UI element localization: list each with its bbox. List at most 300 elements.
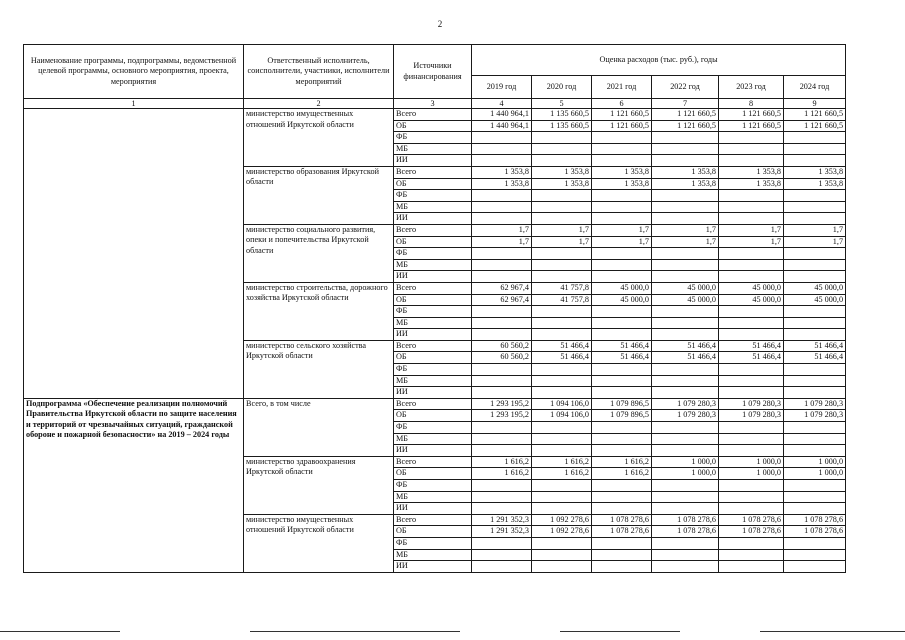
amount-cell: 62 967,4 (472, 294, 532, 306)
amount-cell: 41 757,8 (532, 294, 592, 306)
amount-cell (592, 445, 652, 457)
column-index: 5 (532, 99, 592, 109)
amount-cell: 51 466,4 (532, 352, 592, 364)
amount-cell: 1 353,8 (592, 178, 652, 190)
amount-cell (652, 387, 719, 399)
amount-cell: 1 293 195,2 (472, 410, 532, 422)
amount-cell: 45 000,0 (652, 294, 719, 306)
amount-cell: 1,7 (652, 224, 719, 236)
amount-cell (719, 201, 784, 213)
amount-cell (719, 422, 784, 434)
header-executor: Ответственный исполнитель, соисполнители, участники, исполнители мероприятий (244, 45, 394, 99)
column-index: 9 (784, 99, 846, 109)
amount-cell (532, 537, 592, 549)
table-row (24, 109, 846, 121)
header-year: 2023 год (719, 76, 784, 99)
amount-cell: 1 079 280,3 (719, 410, 784, 422)
amount-cell (592, 143, 652, 155)
executor-cell: министерство здравоохранения Иркутской области (244, 456, 394, 514)
amount-cell (719, 271, 784, 283)
header-year: 2024 год (784, 76, 846, 99)
amount-cell (532, 317, 592, 329)
amount-cell (472, 201, 532, 213)
amount-cell (592, 132, 652, 144)
amount-cell: 1 078 278,6 (784, 526, 846, 538)
header-year: 2020 год (532, 76, 592, 99)
amount-cell (532, 445, 592, 457)
amount-cell: 1 079 896,5 (592, 398, 652, 410)
funding-source-cell: ФБ (394, 480, 472, 492)
amount-cell (472, 445, 532, 457)
header-program: Наименование программы, подпрограммы, ведомственной целевой программы, основного мероприятия, проекта, мероприятия (24, 45, 244, 99)
amount-cell: 60 560,2 (472, 340, 532, 352)
amount-cell (472, 317, 532, 329)
amount-cell (652, 271, 719, 283)
amount-cell: 1 616,2 (532, 456, 592, 468)
amount-cell (652, 422, 719, 434)
amount-cell (532, 433, 592, 445)
amount-cell: 1 121 660,5 (592, 109, 652, 121)
amount-cell: 1 616,2 (592, 468, 652, 480)
amount-cell: 1 616,2 (592, 456, 652, 468)
amount-cell: 51 466,4 (719, 352, 784, 364)
funding-source-cell: ИИ (394, 387, 472, 399)
page-edge-line (250, 631, 460, 632)
amount-cell (784, 306, 846, 318)
funding-source-cell: ОБ (394, 468, 472, 480)
amount-cell (592, 537, 652, 549)
funding-source-cell: ИИ (394, 155, 472, 167)
amount-cell: 1 353,8 (784, 166, 846, 178)
amount-cell: 45 000,0 (652, 282, 719, 294)
amount-cell (652, 375, 719, 387)
amount-cell (719, 329, 784, 341)
executor-cell: министерство сельского хозяйства Иркутской области (244, 340, 394, 398)
amount-cell: 41 757,8 (532, 282, 592, 294)
amount-cell (719, 306, 784, 318)
amount-cell: 1 440 964,1 (472, 120, 532, 132)
amount-cell (652, 561, 719, 573)
amount-cell (592, 329, 652, 341)
funding-source-cell: ИИ (394, 561, 472, 573)
amount-cell (784, 271, 846, 283)
amount-cell (784, 190, 846, 202)
amount-cell: 1 121 660,5 (719, 109, 784, 121)
amount-cell (719, 317, 784, 329)
amount-cell (472, 422, 532, 434)
amount-cell (472, 143, 532, 155)
funding-source-cell: ИИ (394, 329, 472, 341)
amount-cell: 1 094 106,0 (532, 410, 592, 422)
amount-cell: 1 094 106,0 (532, 398, 592, 410)
amount-cell (784, 549, 846, 561)
amount-cell: 51 466,4 (719, 340, 784, 352)
executor-cell: министерство имущественных отношений Иркутской области (244, 514, 394, 572)
amount-cell (592, 561, 652, 573)
amount-cell: 1 135 660,5 (532, 120, 592, 132)
amount-cell: 1,7 (472, 236, 532, 248)
amount-cell (532, 306, 592, 318)
amount-cell (592, 375, 652, 387)
amount-cell (719, 537, 784, 549)
amount-cell (784, 503, 846, 515)
header-sources: Источники финансирования (394, 45, 472, 99)
amount-cell: 1 000,0 (784, 456, 846, 468)
amount-cell (784, 433, 846, 445)
funding-source-cell: ИИ (394, 445, 472, 457)
amount-cell: 1 440 964,1 (472, 109, 532, 121)
amount-cell: 1 121 660,5 (719, 120, 784, 132)
amount-cell (652, 433, 719, 445)
funding-source-cell: Всего (394, 456, 472, 468)
amount-cell (784, 201, 846, 213)
amount-cell (652, 248, 719, 260)
amount-cell: 1,7 (719, 236, 784, 248)
header-year: 2021 год (592, 76, 652, 99)
amount-cell: 1 293 195,2 (472, 398, 532, 410)
executor-cell: министерство социального развития, опеки и попечительства Иркутской области (244, 224, 394, 282)
funding-source-cell: Всего (394, 340, 472, 352)
page-number: 2 (437, 19, 443, 29)
funding-source-cell: МБ (394, 549, 472, 561)
amount-cell: 1 353,8 (592, 166, 652, 178)
funding-source-cell: МБ (394, 317, 472, 329)
funding-source-cell: ФБ (394, 248, 472, 260)
amount-cell (532, 375, 592, 387)
amount-cell: 1 353,8 (532, 178, 592, 190)
amount-cell: 1 135 660,5 (532, 109, 592, 121)
amount-cell: 51 466,4 (592, 340, 652, 352)
amount-cell (784, 364, 846, 376)
amount-cell (784, 259, 846, 271)
column-index: 2 (244, 99, 394, 109)
amount-cell (472, 375, 532, 387)
amount-cell: 1 079 280,3 (652, 398, 719, 410)
amount-cell (592, 549, 652, 561)
amount-cell: 1 353,8 (719, 178, 784, 190)
amount-cell: 1 000,0 (652, 456, 719, 468)
funding-source-cell: Всего (394, 109, 472, 121)
program-name-cell (24, 109, 244, 399)
amount-cell: 51 466,4 (532, 340, 592, 352)
amount-cell: 1 079 280,3 (652, 410, 719, 422)
funding-source-cell: ИИ (394, 213, 472, 225)
amount-cell (719, 480, 784, 492)
amount-cell (784, 329, 846, 341)
executor-cell: министерство имущественных отношений Иркутской области (244, 109, 394, 167)
funding-source-cell: ФБ (394, 537, 472, 549)
page-edge-line (560, 631, 680, 632)
amount-cell (719, 561, 784, 573)
amount-cell (784, 561, 846, 573)
amount-cell: 1 079 896,5 (592, 410, 652, 422)
amount-cell: 1 353,8 (719, 166, 784, 178)
amount-cell (532, 271, 592, 283)
amount-cell: 51 466,4 (652, 340, 719, 352)
funding-source-cell: ФБ (394, 132, 472, 144)
amount-cell (592, 433, 652, 445)
funding-source-cell: ФБ (394, 190, 472, 202)
amount-cell (719, 132, 784, 144)
amount-cell (784, 317, 846, 329)
amount-cell (719, 445, 784, 457)
amount-cell: 1,7 (592, 236, 652, 248)
amount-cell (784, 375, 846, 387)
column-index: 7 (652, 99, 719, 109)
amount-cell (532, 201, 592, 213)
amount-cell (472, 155, 532, 167)
header-year: 2022 год (652, 76, 719, 99)
amount-cell: 1 353,8 (652, 166, 719, 178)
amount-cell (472, 537, 532, 549)
amount-cell (532, 491, 592, 503)
funding-source-cell: ОБ (394, 236, 472, 248)
amount-cell (532, 259, 592, 271)
amount-cell (652, 503, 719, 515)
amount-cell (532, 213, 592, 225)
funding-source-cell: МБ (394, 259, 472, 271)
amount-cell: 51 466,4 (784, 340, 846, 352)
amount-cell (472, 561, 532, 573)
amount-cell (652, 155, 719, 167)
amount-cell (719, 364, 784, 376)
amount-cell: 1,7 (719, 224, 784, 236)
amount-cell: 45 000,0 (592, 282, 652, 294)
amount-cell (592, 201, 652, 213)
amount-cell: 1 079 280,3 (784, 398, 846, 410)
amount-cell: 1,7 (532, 236, 592, 248)
page-edge-line (0, 631, 120, 632)
funding-source-cell: Всего (394, 224, 472, 236)
amount-cell: 1 000,0 (719, 468, 784, 480)
amount-cell: 1 078 278,6 (592, 526, 652, 538)
funding-source-cell: ОБ (394, 410, 472, 422)
header-year: 2019 год (472, 76, 532, 99)
amount-cell (472, 480, 532, 492)
funding-source-cell: ИИ (394, 271, 472, 283)
amount-cell: 1 353,8 (472, 166, 532, 178)
amount-cell (719, 433, 784, 445)
funding-source-cell: Всего (394, 282, 472, 294)
column-index: 1 (24, 99, 244, 109)
amount-cell (532, 248, 592, 260)
amount-cell (784, 387, 846, 399)
amount-cell: 1 079 280,3 (784, 410, 846, 422)
amount-cell (784, 480, 846, 492)
funding-source-cell: МБ (394, 491, 472, 503)
amount-cell (592, 248, 652, 260)
amount-cell (652, 317, 719, 329)
column-index: 6 (592, 99, 652, 109)
amount-cell: 1,7 (592, 224, 652, 236)
amount-cell: 1 121 660,5 (784, 120, 846, 132)
amount-cell: 1,7 (472, 224, 532, 236)
amount-cell (472, 190, 532, 202)
amount-cell: 1 092 278,6 (532, 514, 592, 526)
amount-cell (472, 259, 532, 271)
amount-cell (784, 132, 846, 144)
funding-source-cell: ФБ (394, 422, 472, 434)
amount-cell: 1 078 278,6 (784, 514, 846, 526)
amount-cell: 62 967,4 (472, 282, 532, 294)
amount-cell: 45 000,0 (784, 282, 846, 294)
funding-source-cell: МБ (394, 375, 472, 387)
amount-cell (784, 248, 846, 260)
amount-cell (592, 306, 652, 318)
funding-source-cell: Всего (394, 166, 472, 178)
amount-cell: 45 000,0 (719, 294, 784, 306)
program-name-cell: Подпрограмма «Обеспечение реализации полномочий Правительства Иркутской области по защите населения и территорий от чрезвычайных ситуаций, гражданской обороне и пожарной безопасности» на 2019 – 2024 годы (24, 398, 244, 572)
amount-cell (472, 329, 532, 341)
amount-cell (652, 329, 719, 341)
amount-cell: 1 078 278,6 (592, 514, 652, 526)
amount-cell: 1 616,2 (472, 456, 532, 468)
amount-cell (719, 155, 784, 167)
amount-cell: 1,7 (652, 236, 719, 248)
amount-cell: 1 078 278,6 (719, 514, 784, 526)
amount-cell (784, 422, 846, 434)
amount-cell (719, 259, 784, 271)
amount-cell: 1,7 (784, 236, 846, 248)
funding-source-cell: ОБ (394, 352, 472, 364)
funding-source-cell: ОБ (394, 120, 472, 132)
amount-cell (652, 213, 719, 225)
amount-cell (652, 445, 719, 457)
amount-cell (592, 480, 652, 492)
amount-cell (472, 132, 532, 144)
amount-cell: 1 078 278,6 (652, 514, 719, 526)
amount-cell (592, 491, 652, 503)
amount-cell (592, 387, 652, 399)
amount-cell (472, 271, 532, 283)
amount-cell (592, 503, 652, 515)
table-row (24, 398, 846, 410)
amount-cell (472, 248, 532, 260)
amount-cell (472, 387, 532, 399)
amount-cell: 1 121 660,5 (784, 109, 846, 121)
amount-cell: 1 079 280,3 (719, 398, 784, 410)
amount-cell: 1 121 660,5 (652, 109, 719, 121)
amount-cell: 1 000,0 (719, 456, 784, 468)
amount-cell (532, 422, 592, 434)
funding-source-cell: ИИ (394, 503, 472, 515)
amount-cell (784, 213, 846, 225)
amount-cell: 1 291 352,3 (472, 514, 532, 526)
funding-source-cell: ОБ (394, 178, 472, 190)
column-index: 3 (394, 99, 472, 109)
amount-cell (652, 306, 719, 318)
funding-source-cell: МБ (394, 201, 472, 213)
amount-cell: 1,7 (532, 224, 592, 236)
amount-cell: 1 616,2 (532, 468, 592, 480)
amount-cell (532, 143, 592, 155)
amount-cell: 1 121 660,5 (652, 120, 719, 132)
amount-cell (719, 248, 784, 260)
amount-cell (532, 480, 592, 492)
amount-cell: 1 353,8 (652, 178, 719, 190)
amount-cell (592, 213, 652, 225)
amount-cell (719, 387, 784, 399)
amount-cell (592, 271, 652, 283)
amount-cell (472, 503, 532, 515)
amount-cell (719, 491, 784, 503)
executor-cell: министерство строительства, дорожного хозяйства Иркутской области (244, 282, 394, 340)
funding-source-cell: ОБ (394, 294, 472, 306)
amount-cell (532, 561, 592, 573)
amount-cell: 60 560,2 (472, 352, 532, 364)
amount-cell (532, 549, 592, 561)
amount-cell: 1 078 278,6 (719, 526, 784, 538)
amount-cell: 1 291 352,3 (472, 526, 532, 538)
amount-cell (719, 213, 784, 225)
amount-cell (472, 306, 532, 318)
amount-cell (652, 549, 719, 561)
amount-cell (652, 537, 719, 549)
funding-source-cell: Всего (394, 398, 472, 410)
amount-cell (719, 503, 784, 515)
column-index: 4 (472, 99, 532, 109)
amount-cell: 1 353,8 (472, 178, 532, 190)
funding-source-cell: Всего (394, 514, 472, 526)
amount-cell (592, 259, 652, 271)
amount-cell: 1 000,0 (784, 468, 846, 480)
amount-cell (532, 364, 592, 376)
amount-cell (472, 433, 532, 445)
amount-cell (784, 155, 846, 167)
amount-cell (719, 143, 784, 155)
amount-cell (784, 143, 846, 155)
amount-cell (592, 364, 652, 376)
amount-cell: 45 000,0 (592, 294, 652, 306)
amount-cell: 51 466,4 (592, 352, 652, 364)
executor-cell: Всего, в том числе (244, 398, 394, 456)
amount-cell: 45 000,0 (719, 282, 784, 294)
amount-cell (592, 317, 652, 329)
amount-cell: 45 000,0 (784, 294, 846, 306)
amount-cell (784, 445, 846, 457)
amount-cell (719, 549, 784, 561)
amount-cell (592, 422, 652, 434)
page-edge-line (760, 631, 905, 632)
amount-cell (532, 190, 592, 202)
amount-cell (472, 364, 532, 376)
amount-cell (652, 491, 719, 503)
amount-cell (719, 375, 784, 387)
amount-cell (532, 329, 592, 341)
header-cost-group: Оценка расходов (тыс. руб.), годы (472, 45, 846, 76)
funding-source-cell: МБ (394, 433, 472, 445)
amount-cell: 51 466,4 (784, 352, 846, 364)
funding-source-cell: ОБ (394, 526, 472, 538)
amount-cell (592, 190, 652, 202)
amount-cell (592, 155, 652, 167)
amount-cell: 1 353,8 (784, 178, 846, 190)
amount-cell (652, 201, 719, 213)
amount-cell: 1 000,0 (652, 468, 719, 480)
budget-table (23, 44, 846, 573)
amount-cell (652, 480, 719, 492)
amount-cell (652, 190, 719, 202)
amount-cell: 1,7 (784, 224, 846, 236)
amount-cell: 1 092 278,6 (532, 526, 592, 538)
amount-cell: 1 121 660,5 (592, 120, 652, 132)
amount-cell (719, 190, 784, 202)
amount-cell: 51 466,4 (652, 352, 719, 364)
amount-cell (652, 132, 719, 144)
executor-cell: министерство образования Иркутской области (244, 166, 394, 224)
amount-cell (472, 491, 532, 503)
amount-cell (532, 387, 592, 399)
